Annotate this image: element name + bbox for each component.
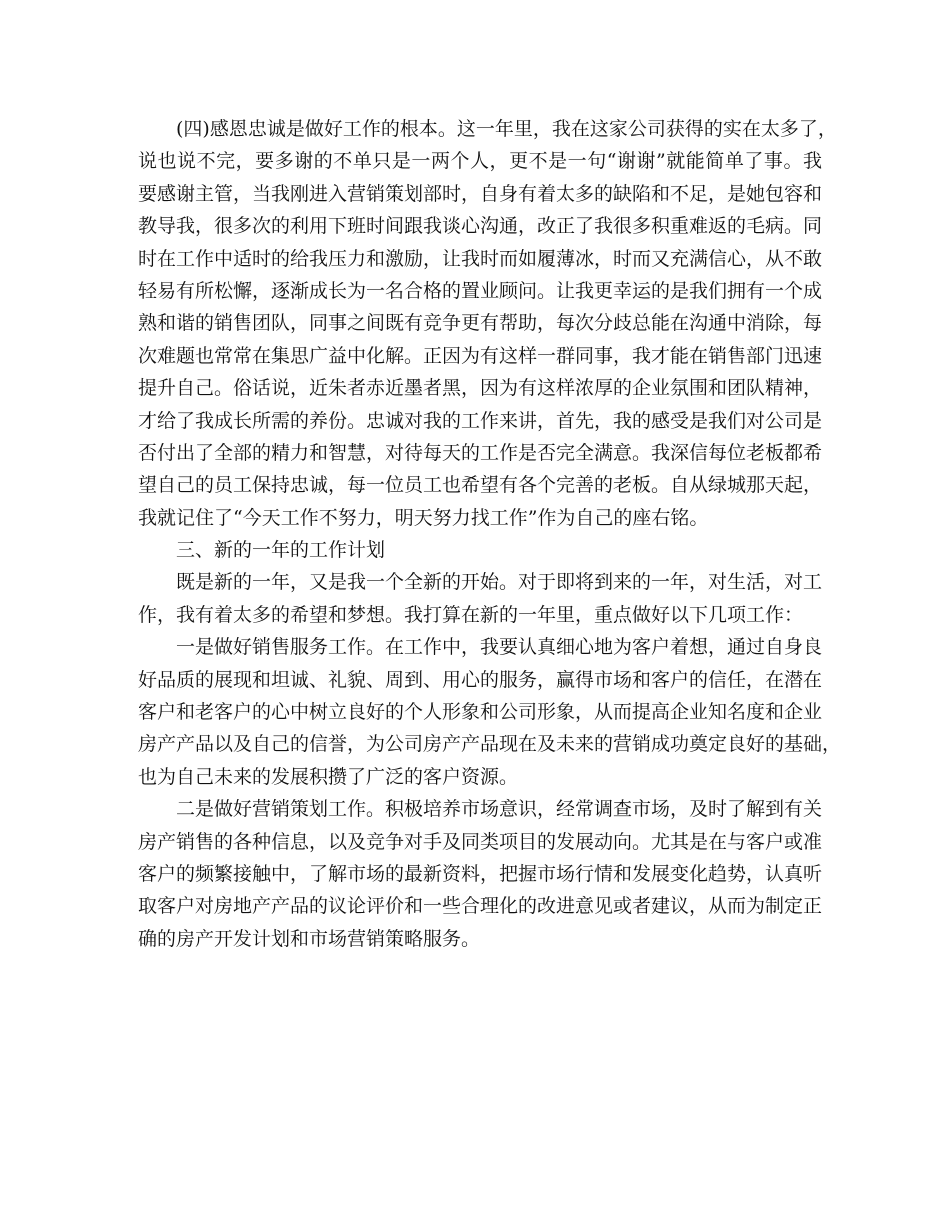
text-line: 一是做好销售服务工作。在工作中，我要认真细心地为客户着想，通过自身良	[176, 636, 823, 659]
section-heading: 三、新的一年的工作计划	[176, 539, 386, 562]
text-line: 熟和谐的销售团队，同事之间既有竞争更有帮助，每次分歧总能在沟通中消除，每	[138, 312, 823, 335]
text-line: 既是新的一年，又是我一个全新的开始。对于即将到来的一年，对生活，对工	[176, 571, 823, 594]
text-line: 才给了我成长所需的养份。忠诚对我的工作来讲，首先，我的感受是我们对公司是	[138, 409, 823, 432]
text-line: 作，我有着太多的希望和梦想。我打算在新的一年里，重点做好以下几项工作：	[138, 603, 804, 626]
paragraph-sales-service	[138, 631, 842, 793]
text-line: 房产产品以及自己的信誉，为公司房产产品现在及未来的营销成功奠定良好的基础，	[138, 733, 842, 756]
document-body	[138, 113, 842, 955]
text-line: 说也说不完，要多谢的不单只是一两个人，更不是一句“谢谢”就能简单了事。我	[138, 150, 822, 173]
paragraph-new-year-intro	[138, 566, 822, 631]
text-line: 二是做好营销策划工作。积极培养市场意识，经常调查市场，及时了解到有关	[176, 798, 823, 821]
text-line: 好品质的展现和坦诚、礼貌、周到、用心的服务，赢得市场和客户的信任，在潜在	[138, 668, 823, 691]
text-line: 客户和老客户的心中树立良好的个人形象和公司形象，从而提高企业知名度和企业	[138, 701, 823, 724]
text-line: 次难题也常常在集思广益中化解。正因为有这样一群同事，我才能在销售部门迅速	[138, 344, 823, 367]
text-line: 否付出了全部的精力和智慧，对待每天的工作是否完全满意。我深信每位老板都希	[138, 441, 823, 464]
text-line: 提升自己。俗话说，近朱者赤近墨者黑，因为有这样浓厚的企业氛围和团队精神，	[138, 377, 823, 400]
text-line: 要感谢主管，当我刚进入营销策划部时，自身有着太多的缺陷和不足，是她包容和	[138, 182, 823, 205]
paragraph-gratitude-loyalty	[138, 113, 837, 534]
text-line: 教导我，很多次的利用下班时间跟我谈心沟通，改正了我很多积重难返的毛病。同	[138, 215, 823, 238]
text-line: 取客户对房地产产品的议论评价和一些合理化的改进意见或者建议，从而为制定正	[138, 895, 823, 918]
text-line: 客户的频繁接触中，了解市场的最新资料，把握市场行情和发展变化趋势，认真听	[138, 862, 823, 885]
text-line: 我就记住了“今天工作不努力，明天努力找工作”作为自己的座右铭。	[138, 506, 709, 529]
text-line: 轻易有所松懈，逐渐成长为一名合格的置业顾问。让我更幸运的是我们拥有一个成	[138, 279, 823, 302]
text-line: (四)感恩忠诚是做好工作的根本。这一年里，我在这家公司获得的实在太多了，	[176, 118, 837, 140]
text-line: 房产销售的各种信息，以及竞争对手及同类项目的发展动向。尤其是在与客户或准	[138, 830, 823, 853]
text-line: 确的房产开发计划和市场营销策略服务。	[138, 927, 481, 950]
text-line: 也为自己未来的发展积攒了广泛的客户资源。	[138, 765, 519, 788]
paragraph-marketing-planning	[138, 793, 822, 955]
text-line: 望自己的员工保持忠诚，每一位员工也希望有各个完善的老板。自从绿城那天起，	[138, 474, 823, 497]
text-line: 时在工作中适时的给我压力和激励，让我时而如履薄冰，时而又充满信心，从不敢	[138, 247, 823, 270]
